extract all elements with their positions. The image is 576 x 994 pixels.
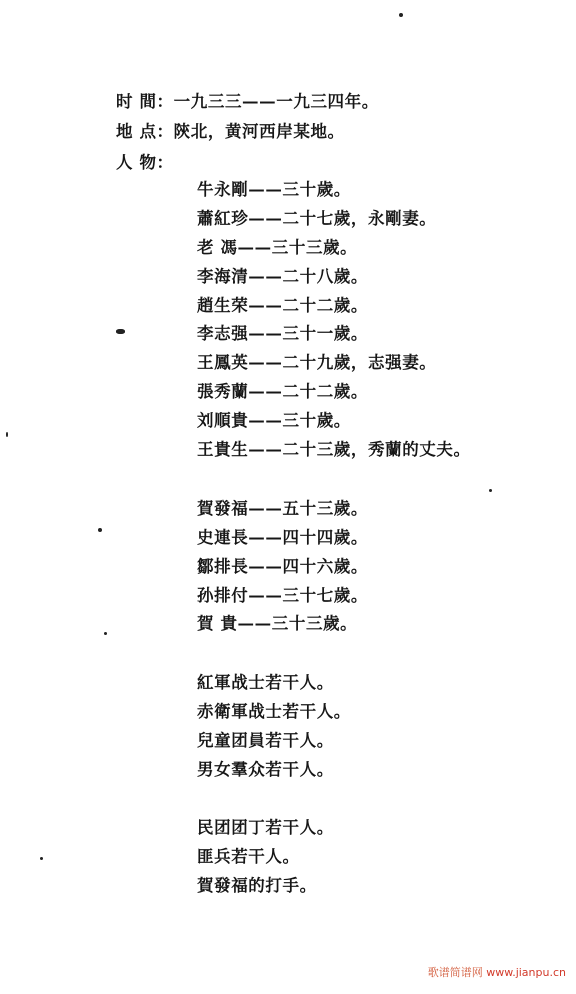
character-line: 鄒排長——四十六歲。 (197, 557, 368, 576)
scan-speck (489, 489, 492, 492)
character-line: 張秀蘭——二十二歲。 (197, 382, 368, 401)
character-line: 李海清——二十八歲。 (197, 267, 368, 286)
character-line: 蕭紅珍——二十七歲，永剛妻。 (197, 209, 437, 228)
character-line: 牛永剛——三十歲。 (197, 180, 351, 199)
crowd-line: 民团团丁若干人。 (197, 818, 334, 837)
scan-speck (399, 13, 403, 17)
crowd-line: 匪兵若干人。 (197, 847, 300, 866)
crowd-line: 紅軍战士若干人。 (197, 673, 334, 692)
character-line: 史連長——四十四歲。 (197, 528, 368, 547)
persons-label: 人 物： (116, 153, 174, 172)
scan-speck (98, 528, 102, 532)
character-line: 老 馮——三十三歲。 (197, 238, 358, 257)
character-line: 刘順貴——三十歲。 (197, 411, 351, 430)
watermark (428, 964, 566, 980)
character-line: 趙生荣——二十二歲。 (197, 296, 368, 315)
watermark-url: www.jianpu.cn (486, 966, 566, 979)
character-line: 李志强——三十一歲。 (197, 324, 368, 343)
scan-speck (40, 857, 43, 860)
time-line: 时 間：一九三三——一九三四年。 (116, 92, 379, 111)
character-line: 王貴生——二十三歲，秀蘭的丈夫。 (197, 440, 471, 459)
crowd-line: 兒童团員若干人。 (197, 731, 334, 750)
character-line: 王鳳英——二十九歲，志强妻。 (197, 353, 437, 372)
character-line: 賀 貴——三十三歲。 (197, 614, 358, 633)
character-line: 賀發福——五十三歲。 (197, 499, 368, 518)
crowd-line: 賀發福的打手。 (197, 876, 317, 895)
watermark-site-name: 歌谱简谱网 (427, 966, 483, 979)
character-line: 孙排付——三十七歲。 (197, 586, 368, 605)
scan-speck (116, 329, 125, 334)
crowd-line: 赤衛軍战士若干人。 (197, 702, 351, 721)
scan-speck (6, 432, 8, 437)
crowd-line: 男女羣众若干人。 (197, 760, 334, 779)
place-line: 地 点：陝北，黄河西岸某地。 (116, 122, 345, 141)
scan-speck (104, 632, 107, 635)
